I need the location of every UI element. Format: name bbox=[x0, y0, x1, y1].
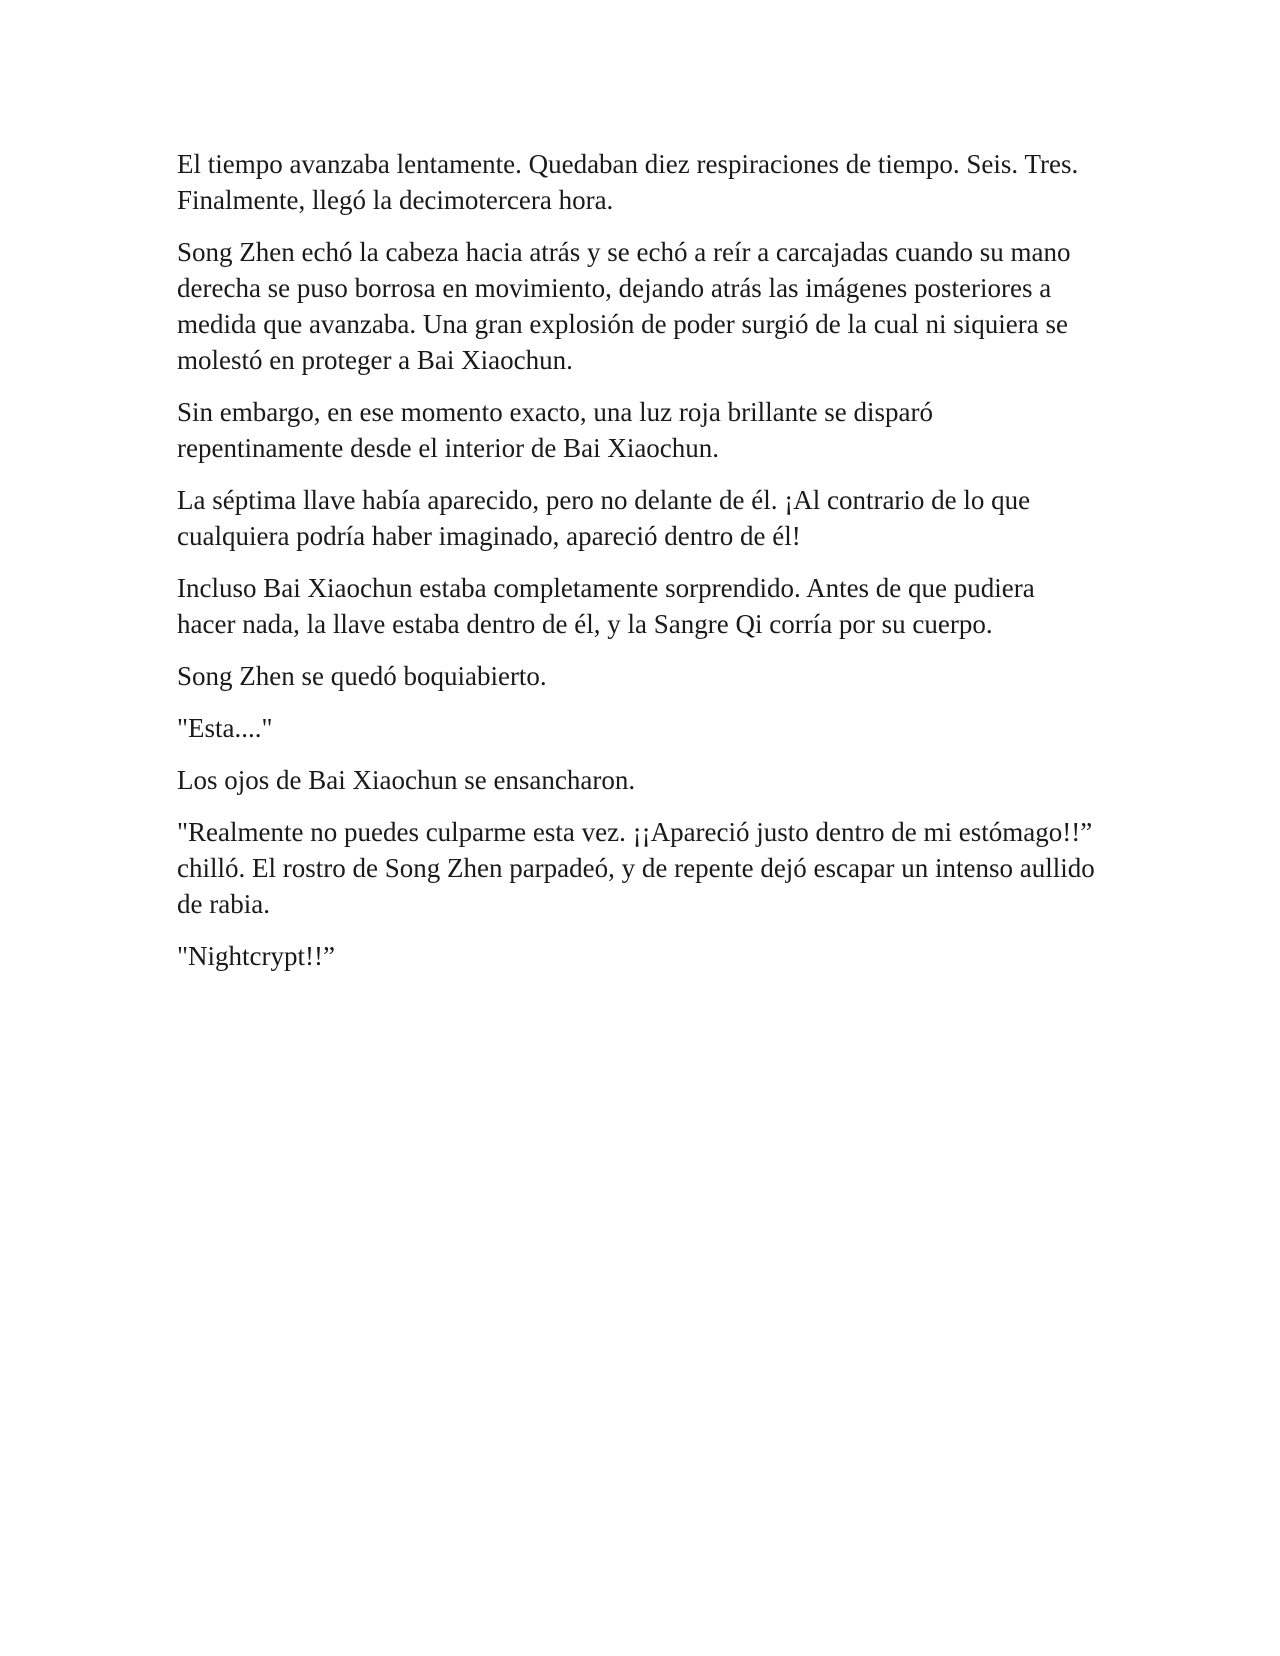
paragraph-2: Song Zhen echó la cabeza hacia atrás y se echó a reír a carcajadas cuando su mano derecha se puso borrosa en movimiento, dejando atrás las imágenes posteriores a medida que avanzaba. Una gran explosión de poder surgió de la cual ni siquiera se molestó en proteger a Bai Xiaochun. bbox=[177, 237, 1071, 375]
paragraph-1: El tiempo avanzaba lentamente. Quedaban diez respiraciones de tiempo. Seis. Tres. Finalmente, llegó la decimotercera hora. bbox=[177, 149, 1079, 215]
paragraph-5: Incluso Bai Xiaochun estaba completamente sorprendido. Antes de que pudiera hacer nada, la llave estaba dentro de él, y la Sangre Qi corría por su cuerpo. bbox=[177, 573, 1035, 639]
paragraph-7: "Esta...." bbox=[177, 713, 273, 743]
paragraph-3: Sin embargo, en ese momento exacto, una luz roja brillante se disparó repentinamente desde el interior de Bai Xiaochun. bbox=[177, 397, 934, 463]
paragraph-4: La séptima llave había aparecido, pero no delante de él. ¡Al contrario de lo que cualquiera podría haber imaginado, apareció dentro de él! bbox=[177, 485, 1031, 551]
document-body bbox=[177, 146, 1097, 990]
paragraph-10: "Nightcrypt!!” bbox=[177, 941, 335, 971]
paragraph-9: "Realmente no puedes culparme esta vez. ¡¡Apareció justo dentro de mi estómago!!” chilló. El rostro de Song Zhen parpadeó, y de repente dejó escapar un intenso aullido de rabia. bbox=[177, 817, 1095, 919]
paragraph-6: Song Zhen se quedó boquiabierto. bbox=[177, 661, 547, 691]
paragraph-8: Los ojos de Bai Xiaochun se ensancharon. bbox=[177, 765, 636, 795]
